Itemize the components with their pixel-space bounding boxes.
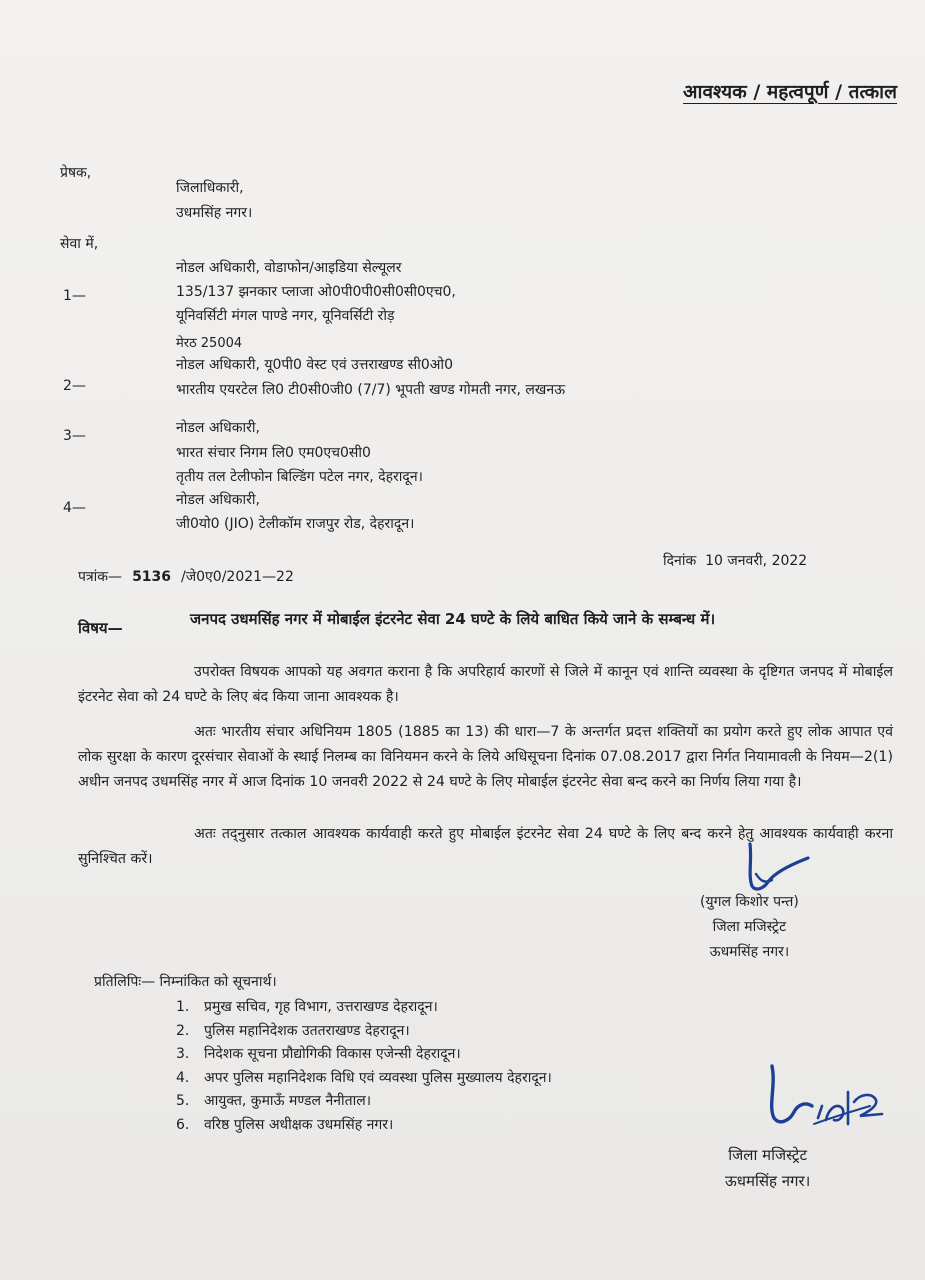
list-item-text: पुलिस महानिदेशक उततराखण्ड देहरादून। — [204, 1022, 410, 1039]
body-paragraph-1: उपरोक्त विषयक आपको यह अवगत कराना है कि अपरिहार्य कारणों से जिले में कानून एवं शान्ति व्यवस्था के दृष्टिगत जनपद में मोबाईल इंटरनेट सेवा को 24 घण्टे के लिए बंद किया जाना आवश्यक है। — [78, 664, 893, 705]
subject-text: जनपद उधमसिंह नगर में मोबाईल इंटरनेट सेवा 24 घण्टे के लिये बाधित किये जाने के सम्बन्ध में। — [190, 610, 716, 628]
recipients-label: सेवा में, — [60, 236, 99, 252]
reference-line — [78, 567, 294, 586]
list-item-text: निदेशक सूचना प्रौद्योगिकी विकास एजेन्सी देहरादून। — [204, 1046, 461, 1062]
priority-header: आवश्यक / महत्वपूर्ण / तत्काल — [683, 81, 897, 103]
body-paragraph-2: अतः भारतीय संचार अधिनियम 1805 (1885 का 13) की धारा—7 के अन्तर्गत प्रदत्त शक्तियों का प्रयोग करते हुए लोक आपात एवं लोक सुरक्षा के कारण दूरसंचार सेवाओं के स्थाई निलम्ब का विनियमन करने के लिये अधिसूचना दिनांक 07.08.2017 द्वारा निर्गत नियामावली के नियम—2(1) अधीन जनपद उधमसिंह नगर में आज दिनांक 10 जनवरी 2022 से 24 घण्टे के लिए मोबाईल इंटरनेट सेवा बन्द करने का निर्णय लिया गया है। — [78, 724, 893, 790]
sender-label: प्रेषक, — [60, 165, 92, 181]
list-item — [176, 1114, 552, 1138]
list-item-number: 2. — [176, 1022, 190, 1039]
recipient-number: 1— — [63, 288, 86, 304]
list-item — [176, 1067, 552, 1091]
footer-signature-block — [725, 1142, 810, 1194]
recipient-line: नोडल अधिकारी, वोडाफोन/आइडिया सेल्यूलर — [176, 260, 402, 276]
list-item-number: 3. — [176, 1046, 190, 1062]
footer-place: ऊधमसिंह नगर। — [725, 1172, 811, 1190]
recipient-line: यूनिवर्सिटी मंगल पाण्डे नगर, यूनिवर्सिटी रोड़ — [176, 308, 395, 324]
body-paragraph-3: अतः तद्नुसार तत्काल आवश्यक कार्यवाही करते हुए मोबाईल इंटरनेट सेवा 24 घण्टे के लिए बन्द करने हेतु आवश्यक कार्यवाही करना सुनिश्चित करें। — [78, 826, 893, 867]
recipient-line: तृतीय तल टेलीफोन बिल्डिंग पटेल नगर, देहरादून। — [176, 469, 423, 485]
list-item-text: वरिष्ठ पुलिस अधीक्षक उधमसिंह नगर। — [204, 1116, 394, 1133]
signatory-place: ऊधमसिंह नगर। — [709, 944, 790, 960]
subject-label: विषय— — [78, 619, 123, 637]
recipient-line: मेरठ 25004 — [176, 336, 243, 351]
list-item — [176, 1090, 552, 1114]
date-label: दिनांक — [663, 553, 697, 569]
recipient-line: नोडल अधिकारी, यू0पी0 वेस्ट एवं उत्तराखण्ड सी0ओ0 — [176, 357, 454, 373]
list-item — [176, 1020, 552, 1044]
handwritten-signature-dated — [760, 1062, 900, 1142]
recipient-number: 2— — [63, 378, 86, 394]
signatory-name: (युगल किशोर पन्त) — [700, 894, 799, 910]
sender-line-1: जिलाधिकारी, — [176, 180, 244, 196]
list-item-text: आयुक्त, कुमाऊँ मण्डल नैनीताल। — [204, 1093, 372, 1109]
date-value: 10 जनवरी, 2022 — [705, 553, 808, 569]
list-item-number: 6. — [176, 1116, 190, 1133]
recipient-number: 4— — [63, 500, 86, 516]
recipient-line: नोडल अधिकारी, — [176, 492, 260, 508]
list-item-number: 1. — [176, 999, 190, 1015]
list-item — [176, 996, 552, 1020]
list-item-number: 5. — [176, 1093, 190, 1109]
list-item — [176, 1043, 552, 1067]
reference-number: 5136 — [132, 569, 172, 585]
list-item-text: अपर पुलिस महानिदेशक विधि एवं व्यवस्था पुलिस मुख्यालय देहरादून। — [204, 1069, 552, 1086]
recipient-line: जी0यो0 (JIO) टेलीकॉम राजपुर रोड, देहरादून। — [176, 516, 415, 532]
reference-label: पत्रांक— — [78, 569, 123, 585]
recipient-number: 3— — [63, 428, 86, 444]
signature-block — [700, 890, 799, 965]
list-item-number: 4. — [176, 1069, 190, 1086]
date-line — [663, 551, 807, 570]
recipient-line: नोडल अधिकारी, — [176, 420, 260, 436]
footer-designation: जिला मजिस्ट्रेट — [728, 1146, 808, 1164]
recipient-line: भारतीय एयरटेल लि0 टी0सी0जी0 (7/7) भूपती खण्ड गोमती नगर, लखनऊ — [176, 382, 566, 398]
list-item-text: प्रमुख सचिव, गृह विभाग, उत्तराखण्ड देहरादून। — [204, 999, 438, 1015]
signatory-designation: जिला मजिस्ट्रेट — [712, 919, 787, 935]
recipient-line: भारत संचार निगम लि0 एम0एच0सी0 — [176, 445, 371, 461]
recipient-line: 135/137 झनकार प्लाजा ओ0पी0पी0सी0सी0एच0, — [176, 284, 456, 300]
sender-line-2: उधमसिंह नगर। — [176, 205, 253, 221]
copy-to-label: प्रतिलिपिः— निम्नांकित को सूचनार्थ। — [94, 974, 277, 990]
reference-suffix: /जे0ए0/2021—22 — [181, 569, 294, 585]
copy-to-list — [176, 996, 552, 1137]
